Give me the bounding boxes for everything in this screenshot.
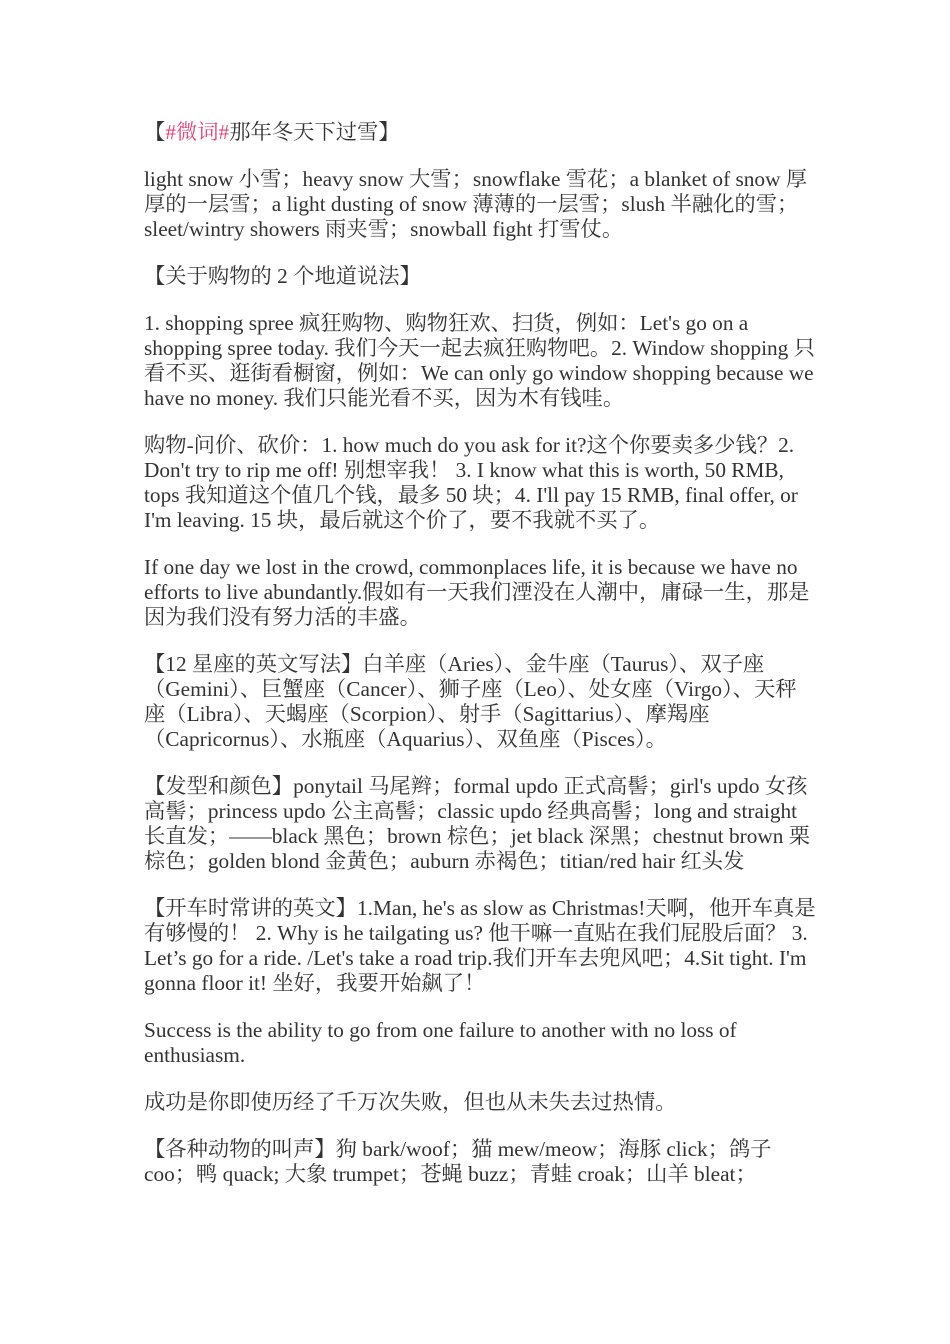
paragraph-snow-vocabulary: light snow 小雪；heavy snow 大雪；snowflake 雪花；a blanket of snow 厚厚的一层雪；a light dusting of snow 薄薄的一层雪；slush 半融化的雪；sleet/wintry showers 雨夹雪；snowball fight 打雪仗。	[144, 167, 808, 241]
paragraph-zodiac-signs: 【12 星座的英文写法】白羊座（Aries）、金牛座（Taurus）、双子座（Gemini）、巨蟹座（Cancer）、狮子座（Leo）、处女座（Virgo）、天秤座（Libra）、天蝎座（Scorpion）、射手（Sagittarius）、摩羯座（Capricornus）、水瓶座（Aquarius）、双鱼座（Pisces）。	[144, 652, 797, 751]
paragraph-animal-sounds: 【各种动物的叫声】狗 bark/woof；猫 mew/meow；海豚 click；鸽子 coo；鸭 quack; 大象 trumpet；苍蝇 buzz；青蛙 croak；山羊 bleat；	[144, 1137, 772, 1186]
paragraph-bargaining: 购物-问价、砍价：1. how much do you ask for it?这个你要卖多少钱？2. Don't try to rip me off! 别想宰我！ 3. I know what this is worth, 50 RMB, tops 我知道这个值几个钱，最多 50 块；4. I'll pay 15 RMB, final offer, or I'm leaving. 15 块，最后就这个价了，要不我就不买了。	[144, 433, 798, 532]
paragraph-shopping-phrases: 1. shopping spree 疯狂购物、购物狂欢、扫货，例如：Let's go on a shopping spree today. 我们今天一起去疯狂购物吧。2. Window shopping 只看不买、逛街看橱窗，例如：We can only go window shopping because we have no money. 我们只能光看不买，因为木有钱哇。	[144, 311, 815, 410]
hashtag-link[interactable]: #微词#	[165, 120, 230, 144]
section-heading-shopping: 【关于购物的 2 个地道说法】	[144, 264, 421, 288]
paragraph-driving-phrases: 【开车时常讲的英文】1.Man, he's as slow as Christmas!天啊，他开车真是有够慢的！ 2. Why is he tailgating us? 他干嘛一直贴在我们屁股后面？ 3. Let’s go for a ride. /Let's take a road trip.我们开车去兜风吧；4.Sit tight. I'm gonna floor it! 坐好，我要开始飙了！	[144, 896, 816, 995]
paragraph-success-quote-zh: 成功是你即使历经了千万次失败，但也从未失去过热情。	[144, 1090, 677, 1114]
page-title	[144, 120, 816, 145]
paragraph-hairstyles-colors: 【发型和颜色】ponytail 马尾辫；formal updo 正式高髻；girl's updo 女孩高髻；princess updo 公主高髻；classic updo 经典高髻；long and straight 长直发；——black 黑色；brown 棕色；jet black 深黑；chestnut brown 栗棕色；golden blond 金黄色；auburn 赤褐色；titian/red hair 红头发	[144, 774, 811, 873]
title-bracket-close: 】	[378, 120, 400, 144]
paragraph-quote-crowd: If one day we lost in the crowd, commonplaces life, it is because we have no efforts to live abundantly.假如有一天我们湮没在人潮中，庸碌一生，那是因为我们没有努力活的丰盛。	[144, 555, 810, 629]
paragraph-success-quote-en: Success is the ability to go from one failure to another with no loss of enthusiasm.	[144, 1018, 737, 1067]
document-page	[144, 118, 816, 1209]
title-bracket-open: 【	[144, 120, 166, 144]
title-text: 那年冬天下过雪	[229, 120, 379, 144]
